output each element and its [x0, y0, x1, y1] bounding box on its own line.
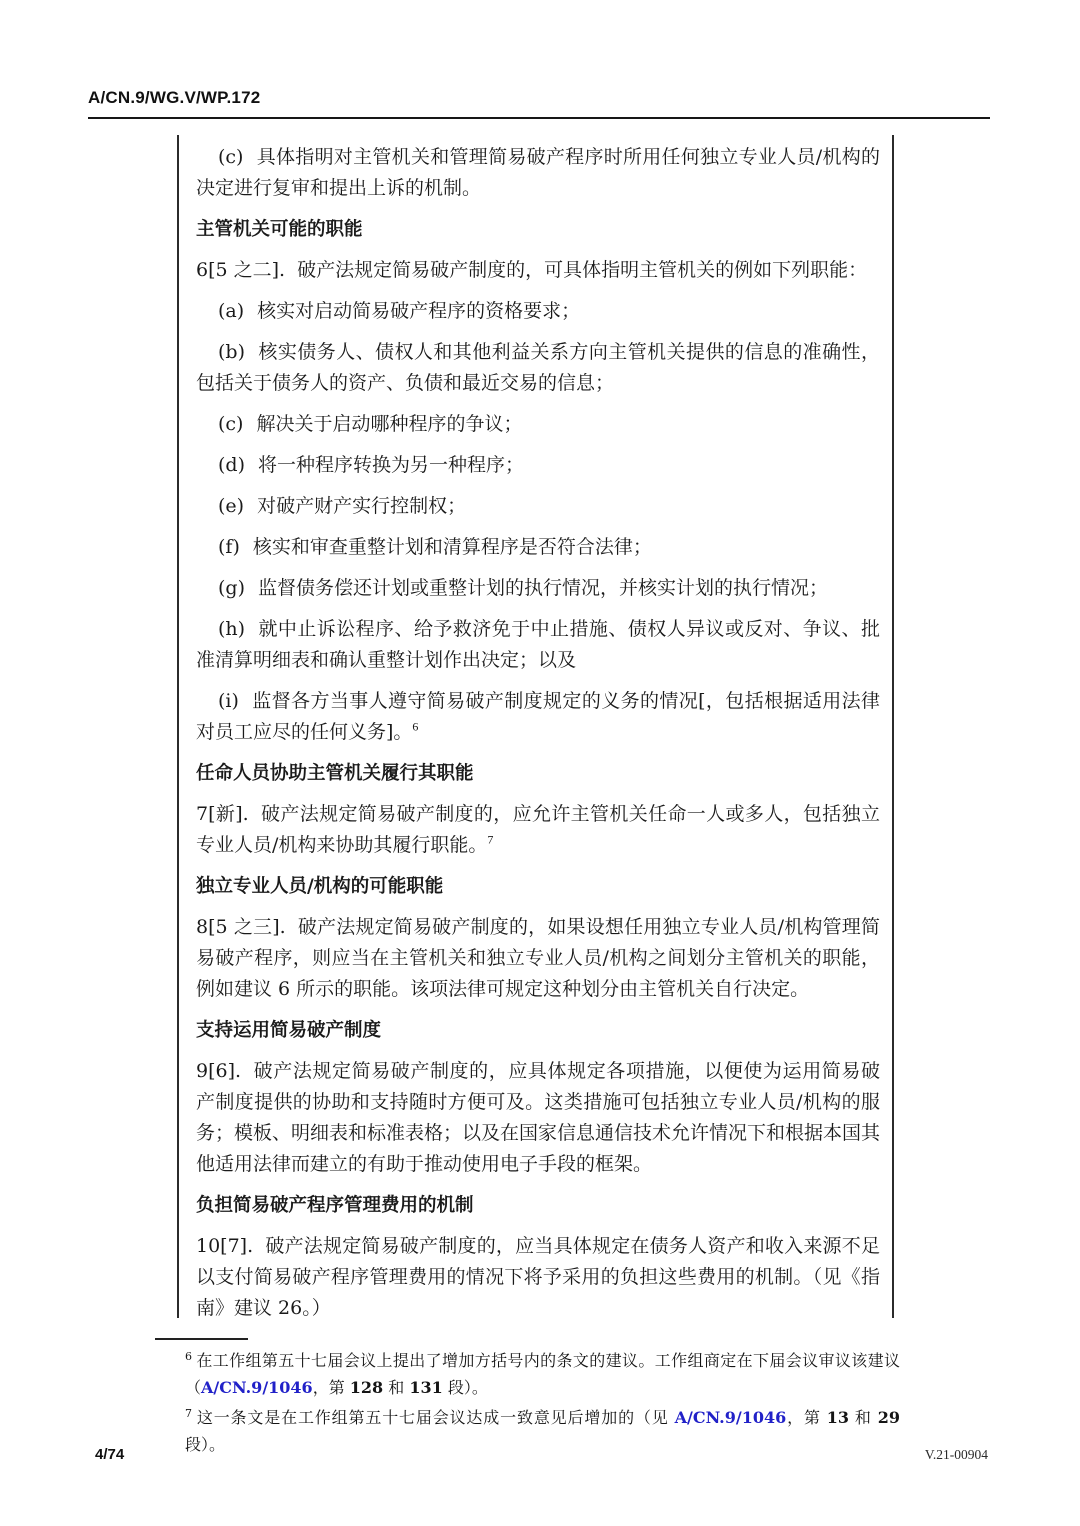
- paragraph-number: 6[5 之二].: [196, 259, 286, 281]
- section-heading-authority-functions: 主管机关可能的职能: [196, 219, 363, 240]
- paragraph-text: 破产法规定简易破产制度的，应允许主管机关任命一人或多人，包括独立专业人员/机构来协助其履行职能。: [196, 803, 880, 856]
- item-label: (b): [218, 341, 245, 363]
- paragraph-c-carryover: [196, 142, 880, 204]
- item-label: (h): [218, 618, 246, 640]
- section-heading-professional-functions: 独立专业人员/机构的可能职能: [196, 876, 444, 897]
- document-body: [177, 135, 894, 1318]
- item-text: 对破产财产实行控制权；: [257, 495, 467, 517]
- list-item-i: [196, 686, 880, 748]
- item-label: (i): [218, 690, 239, 712]
- list-item-c: [196, 409, 880, 440]
- footnote-text: 和: [383, 1378, 410, 1397]
- paragraph-number: 9[6].: [196, 1060, 242, 1082]
- item-text: 就中止诉讼程序、给予救济免于中止措施、债权人异议或反对、争议、批准清算明细表和确认重整计划作出决定；以及: [196, 618, 880, 671]
- footnote-text: ，第: [312, 1378, 350, 1397]
- paragraph-9: [196, 1056, 880, 1180]
- paragraph-10: [196, 1231, 880, 1318]
- footnote-6: [185, 1347, 900, 1401]
- footnote-text: 和: [849, 1408, 878, 1427]
- item-text: 监督债务偿还计划或重整计划的执行情况，并核实计划的执行情况；: [258, 577, 829, 599]
- paragraph-reference: 131: [409, 1378, 443, 1397]
- list-item-e: [196, 491, 880, 522]
- item-text: 监督各方当事人遵守简易破产制度规定的义务的情况[，包括根据适用法律对员工应尽的任何义务]。: [196, 690, 880, 743]
- paragraph-reference: 29: [877, 1408, 900, 1427]
- paragraph-text: 破产法规定简易破产制度的，如果设想任用独立专业人员/机构管理简易破产程序，则应当在主管机关和独立专业人员/机构之间划分主管机关的职能，例如建议 6 所示的职能。该项法律可规定这种划分由主管机关自行决定。: [196, 916, 880, 1000]
- section-heading-costs: 负担简易破产程序管理费用的机制: [196, 1195, 474, 1216]
- item-text: 核实对启动简易破产程序的资格要求；: [257, 300, 581, 322]
- footnote-7: [185, 1404, 900, 1458]
- list-item-b: [196, 337, 880, 399]
- footnote-ref-7: 7: [487, 832, 494, 847]
- paragraph-text: 破产法规定简易破产制度的，应当具体规定在债务人资产和收入来源不足以支付简易破产程序管理费用的情况下将予采用的负担这些费用的机制。（见《指南》建议 26。）: [196, 1235, 880, 1318]
- list-item-d: [196, 450, 880, 481]
- paragraph-8: [196, 912, 880, 1005]
- item-label: (g): [218, 577, 245, 599]
- list-item-a: [196, 296, 880, 327]
- paragraph-reference: 13: [826, 1408, 849, 1427]
- document-link[interactable]: A/CN.9/1046: [674, 1408, 787, 1427]
- paragraph-text: 破产法规定简易破产制度的，应具体规定各项措施，以便使为运用简易破产制度提供的协助和支持随时方便可及。这类措施可包括独立专业人员/机构的服务；模板、明细表和标准表格；以及在国家信息通信技术允许情况下和根据本国其他适用法律而建立的有助于推动使用电子手段的框架。: [196, 1060, 881, 1175]
- footnote-marker: 6: [185, 1349, 192, 1363]
- paragraph-number: 10[7].: [196, 1235, 254, 1257]
- document-symbol: A/CN.9/WG.V/WP.172: [88, 88, 990, 119]
- page-number: 4/74: [95, 1446, 125, 1463]
- list-item-h: [196, 614, 880, 676]
- item-text: 解决关于启动哪种程序的争议；: [256, 413, 523, 435]
- item-text: 将一种程序转换为另一种程序；: [258, 454, 525, 476]
- footnote-text: 段）。: [185, 1435, 226, 1454]
- footnote-ref-6: 6: [412, 719, 419, 734]
- document-link[interactable]: A/CN.9/1046: [201, 1378, 313, 1397]
- list-item-f: [196, 532, 880, 563]
- footnotes: [185, 1347, 900, 1461]
- item-label: (f): [218, 536, 240, 558]
- paragraph-number: 8[5 之三].: [196, 916, 286, 938]
- paragraph-reference: 128: [349, 1378, 384, 1397]
- section-heading-support: 支持运用简易破产制度: [196, 1020, 382, 1041]
- footnote-text: 在工作组第五十七届会议上提出了增加方括号内的条文的建议。工作组商定在下届会议审议该建议（: [185, 1351, 900, 1397]
- item-text: 核实债务人、债权人和其他利益关系方向主管机关提供的信息的准确性，包括关于债务人的资产、负债和最近交易的信息；: [196, 341, 880, 394]
- list-item-g: [196, 573, 880, 604]
- job-number: V.21-00904: [924, 1447, 988, 1462]
- paragraph-text: 破产法规定简易破产制度的，可具体指明主管机关的例如下列职能：: [297, 259, 868, 281]
- footnote-marker: 7: [185, 1406, 192, 1420]
- item-text: 核实和审查重整计划和清算程序是否符合法律；: [252, 536, 652, 558]
- footnote-text: ，第: [786, 1408, 827, 1427]
- item-label: (d): [218, 454, 245, 476]
- item-label: (a): [218, 300, 245, 322]
- paragraph-6: [196, 255, 880, 286]
- paragraph-7: [196, 799, 880, 861]
- footnote-text: 段）。: [442, 1378, 488, 1397]
- item-label: (c): [218, 146, 244, 168]
- section-heading-appointees: 任命人员协助主管机关履行其职能: [196, 763, 474, 784]
- footnote-text: 这一条文是在工作组第五十七届会议达成一致意见后增加的（见: [196, 1408, 675, 1427]
- item-text: 具体指明对主管机关和管理简易破产程序时所用任何独立专业人员/机构的决定进行复审和提出上诉的机制。: [196, 146, 880, 199]
- item-label: (c): [218, 413, 244, 435]
- paragraph-number: 7[新].: [196, 803, 249, 825]
- item-label: (e): [218, 495, 245, 517]
- footnote-separator: [155, 1338, 248, 1340]
